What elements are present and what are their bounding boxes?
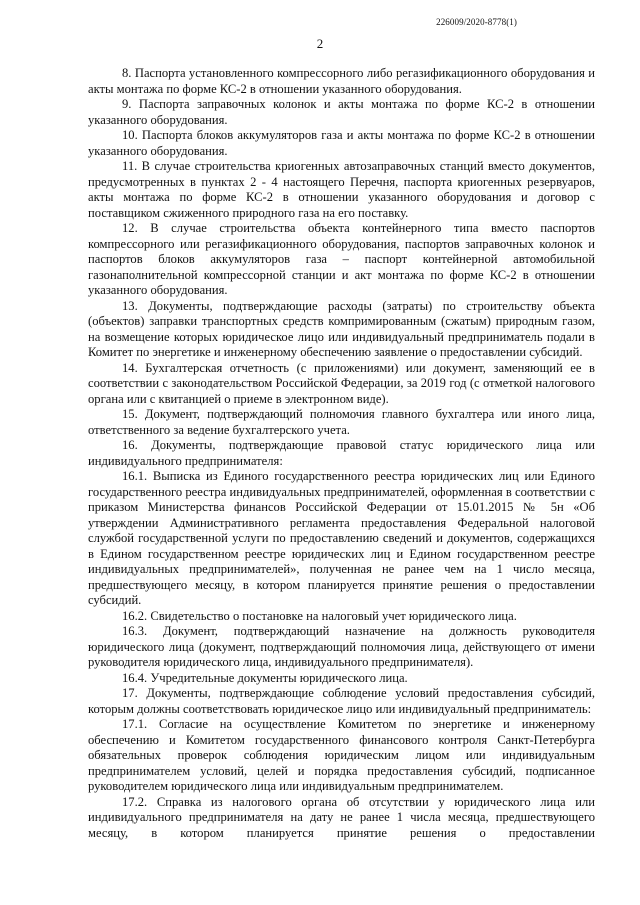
paragraph-item-12: 12. В случае строительства объекта контейнерного типа вместо паспортов компрессорного или регазификационного оборудования, паспортов заправочных колонок и паспортов блоков аккумуляторов газа – паспорт контейнерной автомобильной газонаполнительной компрессорной станции и акт монтажа по форме КС-2 в отношении указанного оборудования. (88, 221, 595, 297)
paragraph-item-14: 14. Бухгалтерская отчетность (с приложениями) или документ, заменяющий ее в соответствии с законодательством Российской Федерации, за 2019 год (с отметкой налогового органа или с квитанцией о приеме в электронном виде). (88, 360, 595, 406)
paragraph-item-10: 10. Паспорта блоков аккумуляторов газа и акты монтажа по форме КС-2 в отношении указанного оборудования. (88, 128, 595, 158)
paragraph-item-17-2: 17.2. Справка из налогового органа об отсутствии у юридического лица или индивидуального предпринимателя на дату не ранее 1 числа месяца, предшествующего месяцу, в котором планируется принятие решения о предоставлении (88, 794, 595, 840)
paragraph-item-13: 13. Документы, подтверждающие расходы (затраты) по строительству объекта (объектов) заправки транспортных средств компримированным (сжатым) природным газом, на возмещение которых юридическое лицо или индивидуальный предприниматель подали в Комитет по энергетике и инженерному обеспечению заявление о предоставлении субсидий. (88, 298, 595, 359)
paragraph-item-16-3: 16.3. Документ, подтверждающий назначение на должность руководителя юридического лица (документ, подтверждающий полномочия лица, действующего от имени руководителя юридического лица, индивидуального предпринимателя). (88, 624, 595, 669)
paragraph-item-17-1: 17.1. Согласие на осуществление Комитетом по энергетике и инженерному обеспечению и Комитетом государственного финансового контроля Санкт-Петербурга обязательных проверок соблюдения юридическим лицом или индивидуальным предпринимателем условий, целей и порядка предоставления субсидий, подписанное руководителем юридического лица или индивидуальным предпринимателем. (88, 717, 595, 793)
paragraph-item-16-1: 16.1. Выписка из Единого государственного реестра юридических лиц или Единого государственного реестра индивидуальных предпринимателей, оформленная в соответствии с приказом Министерства финансов Российской Федерации от 15.01.2015 № 5н «Об утверждении Административного регламента предоставления Федеральной налоговой службой государственной услуги по предоставлению сведений и документов, содержащихся в Едином государственном реестре юридических лиц и Едином государственном реестре индивидуальных предпринимателей», полученная не ранее чем на 1 число месяца, предшествующего месяцу, в котором планируется принятие решения о предоставлении субсидий. (88, 469, 595, 607)
paragraph-item-16: 16. Документы, подтверждающие правовой статус юридического лица или индивидуального предпринимателя: (88, 438, 595, 468)
page-number: 2 (316, 36, 324, 51)
paragraph-item-16-4: 16.4. Учредительные документы юридического лица. (122, 670, 408, 685)
document-body (88, 66, 595, 841)
paragraph-item-8: 8. Паспорта установленного компрессорного либо регазификационного оборудования и акты монтажа по форме КС-2 в отношении указанного оборудования. (88, 66, 595, 96)
paragraph-item-9: 9. Паспорта заправочных колонок и акты монтажа по форме КС-2 в отношении указанного оборудования. (88, 97, 595, 127)
document-registration-number: 226009/2020-8778(1) (436, 17, 517, 27)
paragraph-item-16-2: 16.2. Свидетельство о постановке на налоговый учет юридического лица. (122, 608, 517, 623)
paragraph-item-17: 17. Документы, подтверждающие соблюдение условий предоставления субсидий, которым должны соответствовать юридическое лицо или индивидуальный предприниматель: (88, 686, 595, 716)
paragraph-item-15: 15. Документ, подтверждающий полномочия главного бухгалтера или иного лица, ответственного за ведение бухгалтерского учета. (88, 407, 595, 437)
paragraph-item-11: 11. В случае строительства криогенных автозаправочных станций вместо документов, предусмотренных в пунктах 2 - 4 настоящего Перечня, паспорта криогенных резервуаров, акты монтажа по форме КС-2 в отношении указанного оборудования и договор с поставщиком сжиженного природного газа на его поставку. (88, 159, 595, 220)
